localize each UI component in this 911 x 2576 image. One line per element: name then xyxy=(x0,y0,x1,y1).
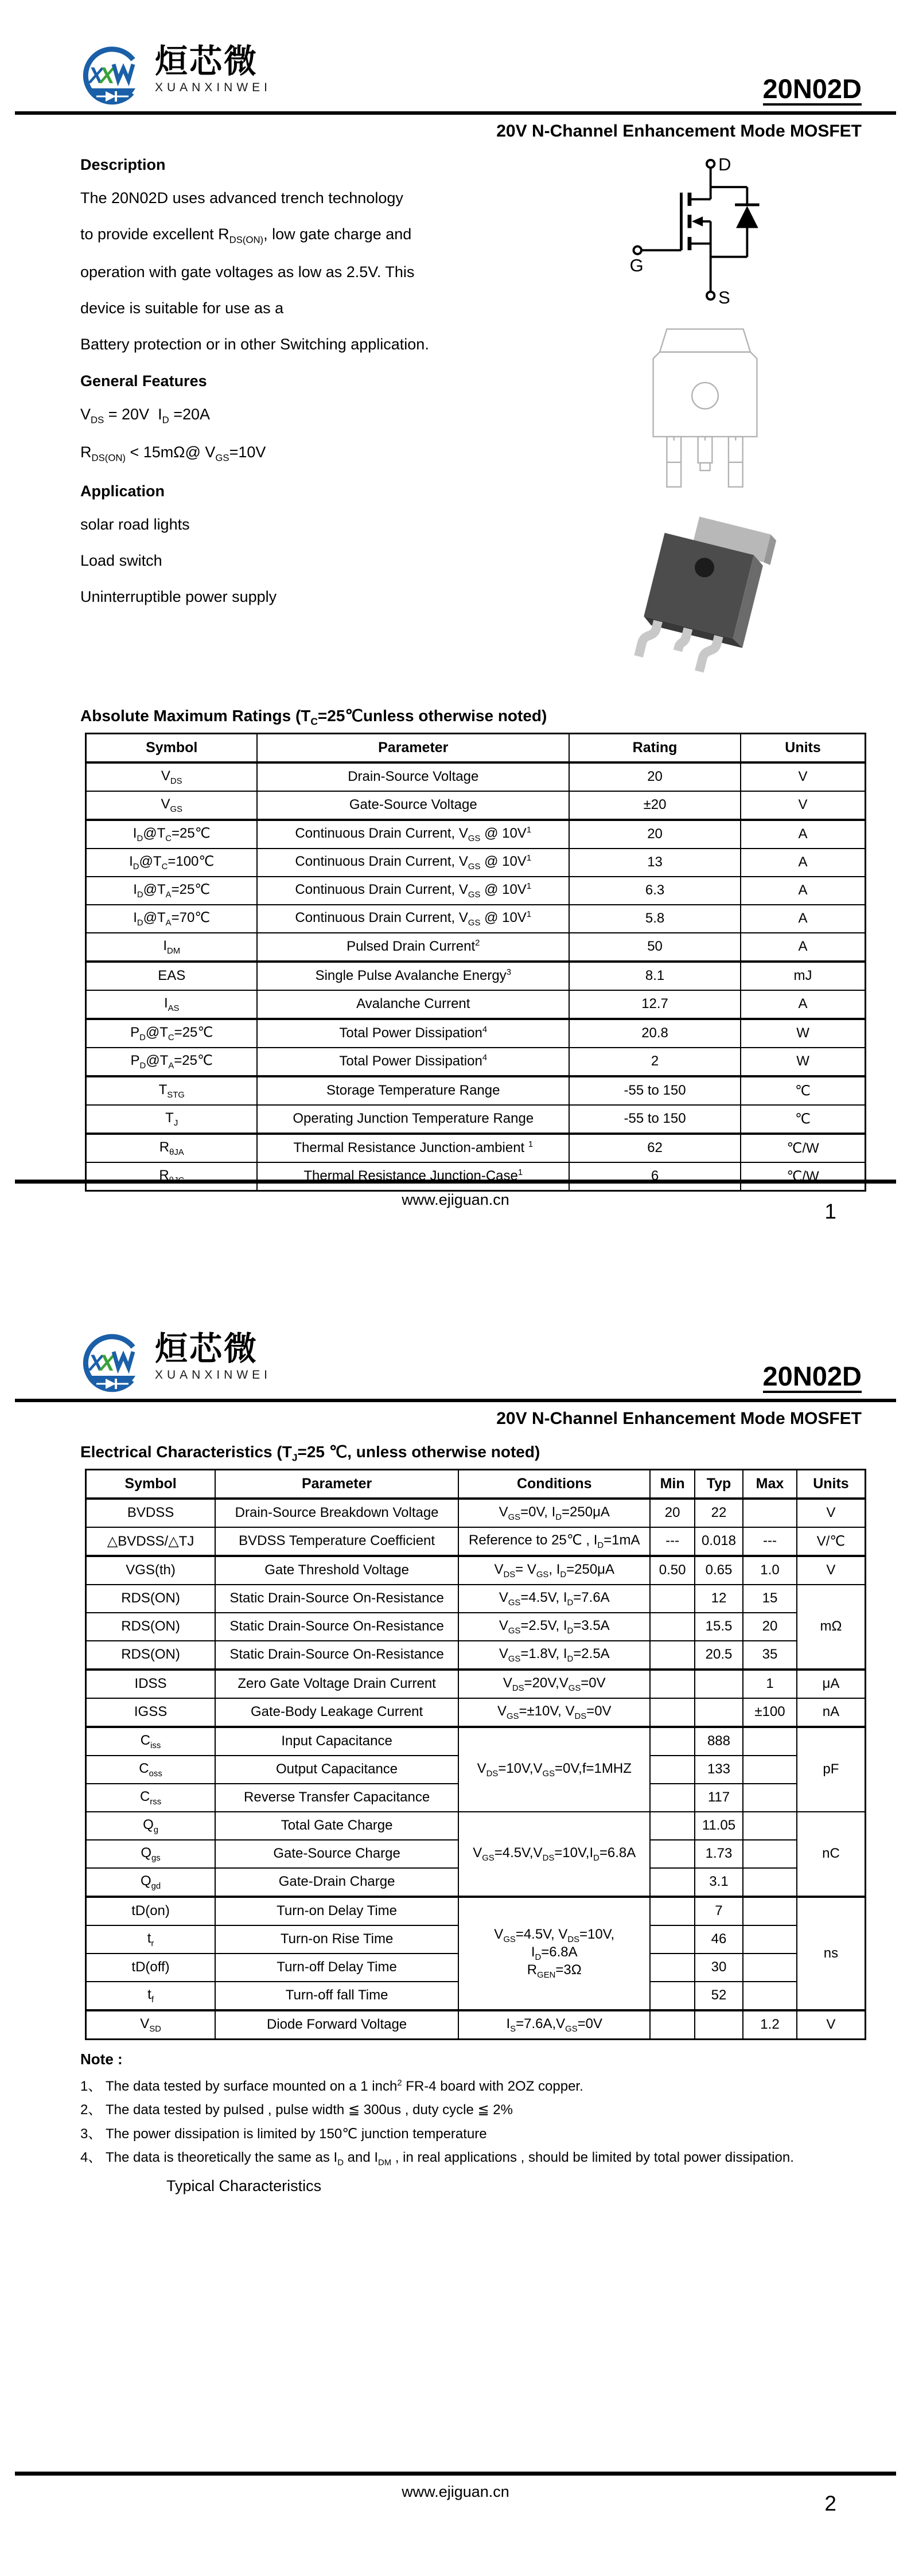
cell: ns xyxy=(797,1897,866,2010)
notes-section xyxy=(80,2050,877,2196)
cell: 1.2 xyxy=(743,2010,797,2040)
cell xyxy=(650,1982,694,2010)
col-header-parameter: Parameter xyxy=(257,733,569,762)
website-link: www.ejiguan.cn xyxy=(402,1191,509,1208)
drain-label: D xyxy=(718,156,731,175)
col-header-max: Max xyxy=(743,1469,797,1499)
cell: RDS(ON) xyxy=(86,1641,216,1670)
cell: A xyxy=(741,990,865,1019)
col-header-rating: Rating xyxy=(569,733,741,762)
col-header-parameter: Parameter xyxy=(215,1469,458,1499)
ec-row xyxy=(86,1499,866,1527)
amr-row xyxy=(86,849,866,877)
cell: ℃ xyxy=(741,1105,865,1134)
cell: Drain-Source Voltage xyxy=(257,762,569,791)
amr-section xyxy=(80,706,866,1192)
notes-heading: Note : xyxy=(80,2050,123,2068)
description-line: device is suitable for use as a xyxy=(80,299,284,317)
amr-row xyxy=(86,791,866,820)
cell: IDSS xyxy=(86,1670,216,1698)
cell: ±100 xyxy=(743,1698,797,1727)
website-link: www.ejiguan.cn xyxy=(402,2483,509,2500)
cell: Total Power Dissipation$^4$ xyxy=(257,1048,569,1076)
page-2 xyxy=(0,1233,911,2576)
amr-table xyxy=(85,733,866,1192)
cell: $T_{STG}$ xyxy=(86,1076,258,1105)
cell: Gate-Source Charge xyxy=(215,1840,458,1868)
cell xyxy=(695,2010,743,2040)
feature-line: $R_{DS(ON)}$ < 15mΩ@ $V_{GS}=10V$ xyxy=(80,443,266,464)
amr-row xyxy=(86,820,866,849)
application-line: Uninterruptible power supply xyxy=(80,587,277,605)
brand-name-en: XUANXINWEI xyxy=(155,80,272,94)
cell: Gate-Source Voltage xyxy=(257,791,569,820)
cell: A xyxy=(741,905,865,933)
ec-row xyxy=(86,1698,866,1727)
cell: 2 xyxy=(569,1048,741,1076)
feature-line: $V_{DS} = 20V$ $I_D =20A$ xyxy=(80,405,210,425)
cell: RDS(ON) xyxy=(86,1613,216,1641)
col-header-min: Min xyxy=(650,1469,694,1499)
cell: $C_{iss}$ xyxy=(86,1727,216,1756)
amr-row xyxy=(86,962,866,990)
cell: 6 xyxy=(569,1162,741,1191)
col-header-units: Units xyxy=(797,1469,866,1499)
cell: 888 xyxy=(695,1727,743,1756)
cell xyxy=(743,1925,797,1954)
cell xyxy=(650,1784,694,1812)
subtitle: 20V N-Channel Enhancement Mode MOSFET xyxy=(496,122,862,141)
features-heading: General Features xyxy=(80,372,207,390)
cell: Static Drain-Source On-Resistance xyxy=(215,1585,458,1613)
col-header-units: Units xyxy=(741,733,865,762)
brand-logo-icon xyxy=(80,1332,148,1393)
amr-row xyxy=(86,1105,866,1134)
cell: BVDSS xyxy=(86,1499,216,1527)
cell: 20.5 xyxy=(695,1641,743,1670)
cell: $I_{DM}$ xyxy=(86,933,258,962)
mosfet-symbol-diagram xyxy=(610,156,800,317)
cell xyxy=(743,1784,797,1812)
cell: $Q_{gd}$ xyxy=(86,1868,216,1897)
cell: 1 xyxy=(743,1670,797,1698)
amr-row xyxy=(86,1134,866,1162)
ec-row xyxy=(86,1670,866,1698)
application-line: solar road lights xyxy=(80,516,190,534)
cell: 3.1 xyxy=(695,1868,743,1897)
ec-table xyxy=(85,1469,866,2040)
cell: Continuous Drain Current, $V_{GS}$ @ $10V^1$ xyxy=(257,877,569,905)
cell: Pulsed Drain Current$^2$ xyxy=(257,933,569,962)
cell: 35 xyxy=(743,1641,797,1670)
cell: mΩ xyxy=(797,1585,866,1670)
cell: Single Pulse Avalanche Energy$^3$ xyxy=(257,962,569,990)
cell: VGS(th) xyxy=(86,1556,216,1585)
cell: $R_{\theta JC}$ xyxy=(86,1162,258,1191)
amr-title: Absolute Maximum Ratings ($T_C=25℃unless$ otherwise noted) xyxy=(80,707,547,727)
col-header-conditions: Conditions xyxy=(458,1469,650,1499)
cell: $V_{GS}=4.5V$, $I_D=7.6A$ xyxy=(458,1585,650,1613)
brand xyxy=(80,1332,271,1393)
cell: V xyxy=(797,1499,866,1527)
ec-row xyxy=(86,1585,866,1613)
brand-name-cn: 烜芯微 xyxy=(155,43,258,80)
cell xyxy=(650,1868,694,1897)
cell: tD(on) xyxy=(86,1897,216,1925)
cell: V xyxy=(741,791,865,820)
cell: A xyxy=(741,933,865,962)
cell: ±20 xyxy=(569,791,741,820)
page1-body xyxy=(0,141,911,699)
cell: -55 to 150 xyxy=(569,1076,741,1105)
cell: --- xyxy=(650,1527,694,1556)
brand-text xyxy=(155,1332,271,1382)
cell: 0.50 xyxy=(650,1556,694,1585)
cell: BVDSS Temperature Coefficient xyxy=(215,1527,458,1556)
ec-row xyxy=(86,1812,866,1840)
cell: 8.1 xyxy=(569,962,741,990)
cell: EAS xyxy=(86,962,258,990)
cell: $t_f$ xyxy=(86,1982,216,2010)
cell: tD(off) xyxy=(86,1954,216,1982)
cell: Drain-Source Breakdown Voltage xyxy=(215,1499,458,1527)
amr-row xyxy=(86,1048,866,1076)
package-photo xyxy=(610,510,800,699)
cell: $R_{\theta JA}$ xyxy=(86,1134,258,1162)
cell: Storage Temperature Range xyxy=(257,1076,569,1105)
typical-characteristics-heading: Typical Characteristics xyxy=(166,2177,322,2195)
cell xyxy=(695,1698,743,1727)
col-header-symbol: Symbol xyxy=(86,733,258,762)
amr-row xyxy=(86,990,866,1019)
cell: $I_{AS}$ xyxy=(86,990,258,1019)
cell xyxy=(650,1925,694,1954)
cell xyxy=(743,1868,797,1897)
cell: 1.73 xyxy=(695,1840,743,1868)
cell: 7 xyxy=(695,1897,743,1925)
col-header-typ: Typ xyxy=(695,1469,743,1499)
cell: $V_{GS}=4.5V,V_{DS}=10V,I_D=6.8A$ xyxy=(458,1812,650,1897)
cell: $I_D@T_C=100℃$ xyxy=(86,849,258,877)
cell: $V_{GS}=4.5V$, $V_{DS}=10V$, $I_D=6.8A$ $R_{GEN}=3\Omega$ xyxy=(458,1897,650,2010)
cell: A xyxy=(741,820,865,849)
cell: Static Drain-Source On-Resistance xyxy=(215,1613,458,1641)
amr-row xyxy=(86,877,866,905)
cell: 5.8 xyxy=(569,905,741,933)
cell xyxy=(695,1670,743,1698)
cell: $P_D@T_A=25℃$ xyxy=(86,1048,258,1076)
cell: 12.7 xyxy=(569,990,741,1019)
cell: Static Drain-Source On-Resistance xyxy=(215,1641,458,1670)
cell: Total Power Dissipation$^4$ xyxy=(257,1019,569,1048)
cell: Turn-on Delay Time xyxy=(215,1897,458,1925)
cell: $V_{DS}$ xyxy=(86,762,258,791)
cell: $Q_g$ xyxy=(86,1812,216,1840)
svg-text:X: X xyxy=(99,63,115,88)
cell: $V_{DS}=10V,V_{GS}=0V,f=1MHZ$ xyxy=(458,1727,650,1812)
cell: ℃ xyxy=(741,1076,865,1105)
cell: Reverse Transfer Capacitance xyxy=(215,1784,458,1812)
cell: 1.0 xyxy=(743,1556,797,1585)
cell: 20 xyxy=(650,1499,694,1527)
cell xyxy=(650,1756,694,1784)
description-line: The 20N02D uses advanced trench technology xyxy=(80,189,403,207)
cell: Input Capacitance xyxy=(215,1727,458,1756)
cell: Gate-Body Leakage Current xyxy=(215,1698,458,1727)
brand-logo-icon xyxy=(80,45,148,106)
cell: Diode Forward Voltage xyxy=(215,2010,458,2040)
cell: 6.3 xyxy=(569,877,741,905)
cell: 0.65 xyxy=(695,1556,743,1585)
cell: Gate Threshold Voltage xyxy=(215,1556,458,1585)
cell: 133 xyxy=(695,1756,743,1784)
cell: W xyxy=(741,1048,865,1076)
source-label: S xyxy=(718,287,730,308)
cell: V/℃ xyxy=(797,1527,866,1556)
cell: V xyxy=(797,1556,866,1585)
ec-title: Electrical Characteristics ($T_J=25$ ℃, unless otherwise noted) xyxy=(80,1443,540,1464)
package-outline-drawing xyxy=(637,325,773,494)
cell: $C_{oss}$ xyxy=(86,1756,216,1784)
cell xyxy=(743,1756,797,1784)
cell: mJ xyxy=(741,962,865,990)
ec-header-row xyxy=(86,1469,866,1499)
cell: Avalanche Current xyxy=(257,990,569,1019)
note-item: 1、 The data tested by surface mounted on a 1 inch$^2$ FR-4 board with 2OZ copper. xyxy=(80,2078,583,2094)
cell: 13 xyxy=(569,849,741,877)
cell: RDS(ON) xyxy=(86,1585,216,1613)
cell: $t_r$ xyxy=(86,1925,216,1954)
cell: 20 xyxy=(743,1613,797,1641)
cell: ℃/W xyxy=(741,1162,865,1191)
cell: 62 xyxy=(569,1134,741,1162)
cell xyxy=(743,1727,797,1756)
cell: nC xyxy=(797,1812,866,1897)
brand-name-cn: 烜芯微 xyxy=(155,1330,258,1367)
cell xyxy=(650,1812,694,1840)
page2-header xyxy=(0,1332,911,1393)
gate-label: G xyxy=(629,255,644,275)
col-header-symbol: Symbol xyxy=(86,1469,216,1499)
header-rule xyxy=(15,111,896,115)
cell: $I_S=7.6A,V_{GS}=0V$ xyxy=(458,2010,650,2040)
cell: $V_{DS}=20V,V_{GS}=0V$ xyxy=(458,1670,650,1698)
cell: 117 xyxy=(695,1784,743,1812)
cell: Turn-off Delay Time xyxy=(215,1954,458,1982)
subtitle: 20V N-Channel Enhancement Mode MOSFET xyxy=(496,1409,862,1428)
cell xyxy=(650,1897,694,1925)
page-number: 1 xyxy=(824,1200,836,1223)
cell xyxy=(743,1499,797,1527)
cell: μA xyxy=(797,1670,866,1698)
cell: pF xyxy=(797,1727,866,1812)
cell: $V_{GS}=2.5V$, $I_D=3.5A$ xyxy=(458,1613,650,1641)
cell: --- xyxy=(743,1527,797,1556)
cell: Continuous Drain Current, $V_{GS}$ @ $10V^1$ xyxy=(257,820,569,849)
page-number: 2 xyxy=(824,2492,836,2515)
page2-footer xyxy=(15,2472,896,2515)
cell: 12 xyxy=(695,1585,743,1613)
cell xyxy=(650,1585,694,1613)
cell: $V_{GS}=0V$, $I_D=250\mu A$ xyxy=(458,1499,650,1527)
cell xyxy=(650,1641,694,1670)
cell: $P_D@T_C=25℃$ xyxy=(86,1019,258,1048)
cell: 0.018 xyxy=(695,1527,743,1556)
cell: $I_D@T_C=25℃$ xyxy=(86,820,258,849)
page1-footer xyxy=(15,1180,896,1223)
cell: 20 xyxy=(569,820,741,849)
cell: Thermal Resistance Junction-Case$^1$ xyxy=(257,1162,569,1191)
cell xyxy=(650,1613,694,1641)
cell: Zero Gate Voltage Drain Current xyxy=(215,1670,458,1698)
description-heading: Description xyxy=(80,156,166,173)
cell: 22 xyxy=(695,1499,743,1527)
cell: 30 xyxy=(695,1954,743,1982)
cell: ℃/W xyxy=(741,1134,865,1162)
svg-text:X: X xyxy=(88,63,104,88)
description-line: Battery protection or in other Switching application. xyxy=(80,335,429,353)
cell xyxy=(650,1670,694,1698)
description-line: to provide excellent $R_{DS(ON)}$, low gate charge and xyxy=(80,225,412,246)
svg-text:X: X xyxy=(99,1351,115,1376)
cell xyxy=(650,1840,694,1868)
application-line: Load switch xyxy=(80,551,162,569)
cell: 15.5 xyxy=(695,1613,743,1641)
cell xyxy=(650,1954,694,1982)
cell: A xyxy=(741,877,865,905)
cell xyxy=(650,1698,694,1727)
ec-row xyxy=(86,1527,866,1556)
cell: 20.8 xyxy=(569,1019,741,1048)
text-column xyxy=(80,156,534,699)
brand xyxy=(80,45,271,106)
cell: 20 xyxy=(569,762,741,791)
ec-row xyxy=(86,1613,866,1641)
cell: Output Capacitance xyxy=(215,1756,458,1784)
cell: nA xyxy=(797,1698,866,1727)
ec-row xyxy=(86,1556,866,1585)
cell: $Q_{gs}$ xyxy=(86,1840,216,1868)
description-line: operation with gate voltages as low as 2.5V. This xyxy=(80,263,415,281)
ec-row xyxy=(86,1727,866,1756)
brand-name-en: XUANXINWEI xyxy=(155,1368,272,1382)
ec-section xyxy=(80,1442,866,2040)
ec-row xyxy=(86,1641,866,1670)
cell xyxy=(743,1897,797,1925)
cell: Continuous Drain Current, $V_{GS}$ @ $10V^1$ xyxy=(257,905,569,933)
graphics-column xyxy=(534,156,877,699)
cell: $V_{SD}$ xyxy=(86,2010,216,2040)
cell: W xyxy=(741,1019,865,1048)
page1-header xyxy=(0,0,911,106)
amr-row xyxy=(86,905,866,933)
brand-text xyxy=(155,45,271,95)
cell: $V_{GS}=\pm 10V$, $V_{DS}=0V$ xyxy=(458,1698,650,1727)
cell xyxy=(650,2010,694,2040)
header-rule xyxy=(15,1399,896,1402)
cell: $V_{GS}$ xyxy=(86,791,258,820)
cell: $T_J$ xyxy=(86,1105,258,1134)
cell: $I_D@T_A=70℃$ xyxy=(86,905,258,933)
note-item: 3、 The power dissipation is limited by 150℃ junction temperature xyxy=(80,2126,487,2142)
cell xyxy=(743,1954,797,1982)
amr-row xyxy=(86,762,866,791)
cell: Total Gate Charge xyxy=(215,1812,458,1840)
cell xyxy=(650,1727,694,1756)
cell: Turn-on Rise Time xyxy=(215,1925,458,1954)
amr-row xyxy=(86,933,866,962)
part-number: 20N02D xyxy=(763,75,862,106)
cell xyxy=(743,1982,797,2010)
cell: Turn-off fall Time xyxy=(215,1982,458,2010)
cell: IGSS xyxy=(86,1698,216,1727)
ec-row xyxy=(86,2010,866,2040)
cell: Gate-Drain Charge xyxy=(215,1868,458,1897)
note-item: 4、 The data is theoretically the same as $I_D$ and $I_{DM}$ , in real applications , should be limited by total power dissipation. xyxy=(80,2150,794,2168)
page-1 xyxy=(0,0,911,1233)
cell: -55 to 150 xyxy=(569,1105,741,1134)
part-number: 20N02D xyxy=(763,1362,862,1393)
cell: Continuous Drain Current, $V_{GS}$ @ $10V^1$ xyxy=(257,849,569,877)
cell: V xyxy=(797,2010,866,2040)
cell xyxy=(743,1812,797,1840)
cell: 11.05 xyxy=(695,1812,743,1840)
cell: $V_{GS}=1.8V$, $I_D=2.5A$ xyxy=(458,1641,650,1670)
cell: V xyxy=(741,762,865,791)
cell xyxy=(743,1840,797,1868)
cell: $I_D@T_A=25℃$ xyxy=(86,877,258,905)
cell: Reference to 25℃ , $I_D=1mA$ xyxy=(458,1527,650,1556)
cell: 52 xyxy=(695,1982,743,2010)
cell: Thermal Resistance Junction-ambient $^1$ xyxy=(257,1134,569,1162)
application-heading: Application xyxy=(80,482,165,500)
svg-text:X: X xyxy=(88,1351,104,1376)
cell: 50 xyxy=(569,933,741,962)
amr-row xyxy=(86,1019,866,1048)
cell: Operating Junction Temperature Range xyxy=(257,1105,569,1134)
note-item: 2、 The data tested by pulsed , pulse width ≦ 300us , duty cycle ≦ 2% xyxy=(80,2102,513,2118)
cell: 15 xyxy=(743,1585,797,1613)
cell: $C_{rss}$ xyxy=(86,1784,216,1812)
amr-row xyxy=(86,1076,866,1105)
amr-header-row xyxy=(86,733,866,762)
ec-row xyxy=(86,1897,866,1925)
cell: A xyxy=(741,849,865,877)
cell: △BVDSS/△TJ xyxy=(86,1527,216,1556)
cell: 46 xyxy=(695,1925,743,1954)
cell: $V_{DS}= V_{GS}$, $I_D=250\mu A$ xyxy=(458,1556,650,1585)
